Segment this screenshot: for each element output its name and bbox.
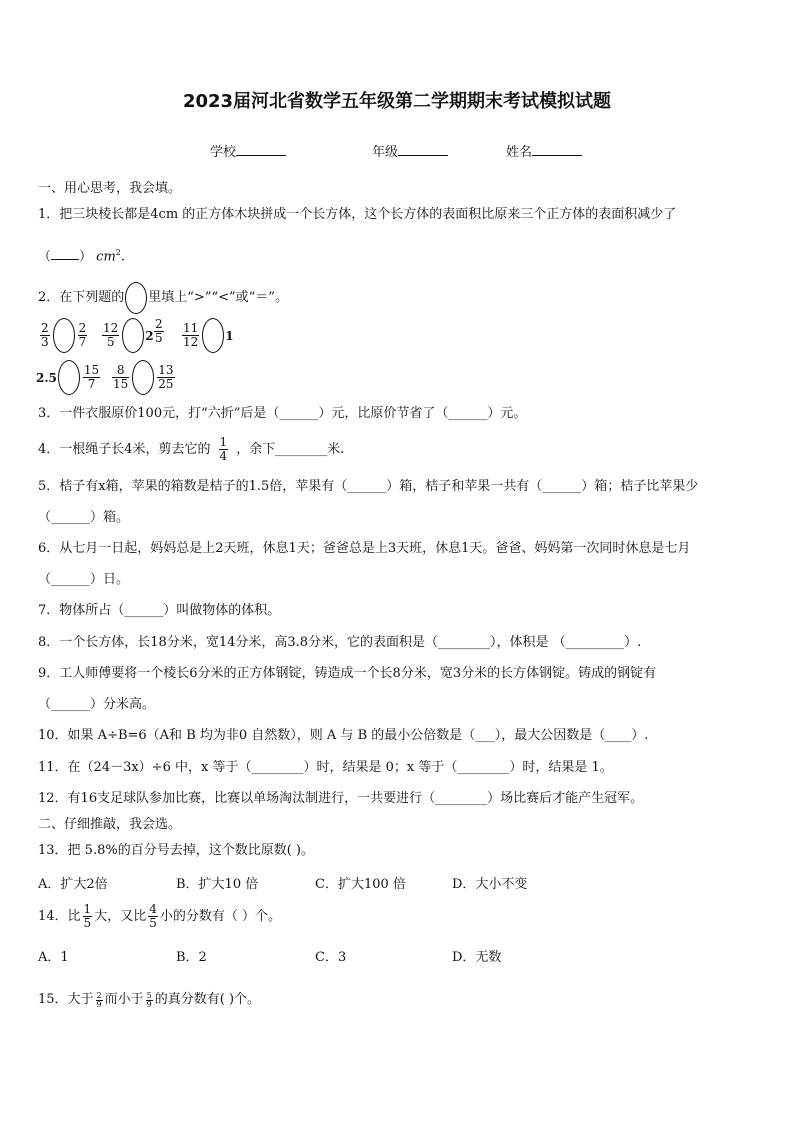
compare-item-2: $\frac{12}{5}$ 2 <box>100 318 154 353</box>
q13-option-c[interactable]: C．扩大100 倍 <box>315 877 406 892</box>
question-6-line-1: 6．从七月一日起，妈妈总是上2天班，休息1天；爸爸总是上3天班，休息1天。爸爸、妈妈第一次同时休息是七月 <box>38 541 691 556</box>
q14-option-a[interactable]: A．1 <box>38 950 69 965</box>
answer-circle[interactable] <box>132 360 154 395</box>
question-12-text: 12．有16支足球队参加比赛，比赛以单场淘汰制进行，一共要进行（________）场比赛后才能产生冠军。 <box>38 791 644 806</box>
compare-item-1: $\frac{2}{3}$ $\frac{2}{7}$ <box>38 318 89 353</box>
compare-circle-icon <box>125 282 147 314</box>
page-title: 2023届河北省数学五年级第二学期期末考试模拟试题 <box>182 91 612 112</box>
answer-circle[interactable] <box>202 318 224 353</box>
q13-option-d[interactable]: D．大小不变 <box>452 877 528 892</box>
question-11-text: 11．在（24－3x）÷6 中，x 等于（________）时，结果是 0；x 等于（________）时，结果是 1。 <box>38 760 613 775</box>
compare-item-4: $\frac{11}{12}$ 1 <box>180 318 234 353</box>
grade-label: 年级 <box>372 145 399 160</box>
question-1-text: 1．把三块棱长都是4cm 的正方体木块拼成一个长方体，这个长方体的表面积比原来三个正方体的表面积减少了 <box>38 207 677 222</box>
grade-field <box>372 141 448 160</box>
section-1-heading: 一、用心思考，我会填。 <box>38 181 182 196</box>
question-4-text: 4．一根绳子长4米，剪去它的 $\frac{1}{4}$ ，余下________米. <box>38 435 345 463</box>
question-2-text: 2．在下列题的 里填上“>”“<”或“＝”。 <box>38 282 288 314</box>
q14-option-c[interactable]: C．3 <box>315 950 347 965</box>
question-5-line-2: （______）箱。 <box>38 510 130 525</box>
answer-circle[interactable] <box>122 318 144 353</box>
school-field <box>210 141 286 160</box>
question-8-text: 8．一个长方体，长18分米，宽14分米，高3.8分米，它的表面积是（________），体积是 （_________）. <box>38 635 642 650</box>
question-6-line-2: （______）日。 <box>38 572 130 587</box>
question-9-line-2: （______）分米高。 <box>38 697 156 712</box>
section-2-heading: 二、仔细推敲，我会选。 <box>38 817 182 832</box>
compare-item-6: $\frac{8}{15}$ $\frac{13}{25}$ <box>110 360 177 395</box>
grade-blank[interactable] <box>398 143 448 156</box>
question-9-line-1: 9．工人师傅要将一个棱长6分米的正方体钢锭，铸造成一个长8分米，宽3分米的长方体钢锭。铸成的钢锭有 <box>38 666 657 681</box>
compare-item-3: $\frac{2}{5}$ <box>155 317 163 345</box>
question-15-text: 15．大于 $\frac{2}{9}$ 而小于 $\frac{5}{9}$ 的真分数有( )个。 <box>38 990 261 1009</box>
question-13-text: 13．把 5.8%的百分号去掉，这个数比原数( )。 <box>38 843 314 858</box>
q1-blank[interactable] <box>51 247 79 260</box>
question-1-answer: （ ） $cm^2$. <box>38 248 126 265</box>
answer-circle[interactable] <box>53 318 75 353</box>
compare-item-5: 2.5 $\frac{15}{7}$ <box>36 360 102 395</box>
question-5-line-1: 5．桔子有x箱，苹果的箱数是桔子的1.5倍，苹果有（______）箱，桔子和苹果一共有（______）箱；桔子比苹果少 <box>38 479 699 494</box>
question-10-text: 10．如果 A÷B=6（A和 B 均为非0 自然数），则 A 与 B 的最小公倍数是（___），最大公因数是（____）. <box>38 728 649 743</box>
school-blank[interactable] <box>236 143 286 156</box>
answer-circle[interactable] <box>58 360 80 395</box>
name-label: 姓名 <box>506 145 533 160</box>
name-field <box>506 141 582 160</box>
name-blank[interactable] <box>532 143 582 156</box>
question-14-text: 14．比 $\frac{1}{5}$ 大，又比 $\frac{4}{5}$ 小的分数有（ ）个。 <box>38 902 281 930</box>
school-label: 学校 <box>210 145 237 160</box>
q13-option-a[interactable]: A．扩大2倍 <box>38 877 108 892</box>
question-7-text: 7．物体所占（______）叫做物体的体积。 <box>38 603 281 618</box>
q14-option-d[interactable]: D．无数 <box>452 950 502 965</box>
unit-cm: cm <box>96 249 116 265</box>
q13-option-b[interactable]: B．扩大10 倍 <box>176 877 259 892</box>
q14-option-b[interactable]: B．2 <box>176 950 207 965</box>
question-3-text: 3．一件衣服原价100元，打“六折”后是（______）元，比原价节省了（______）元。 <box>38 406 527 421</box>
